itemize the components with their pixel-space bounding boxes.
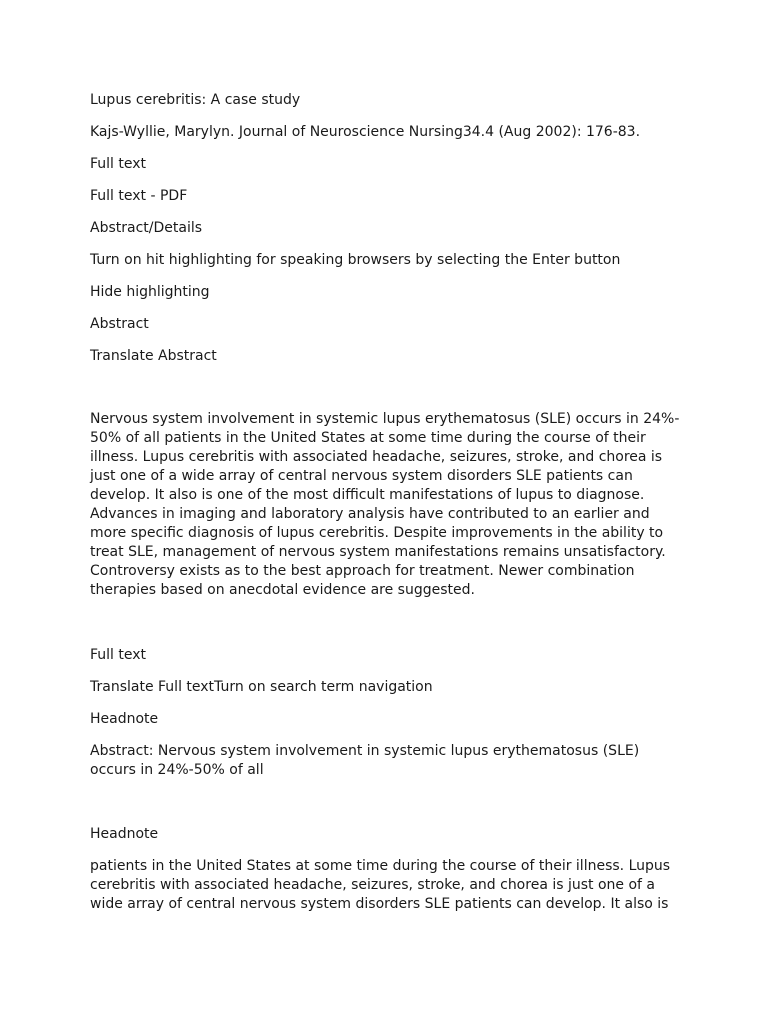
body-line: wide array of central nervous system disorders SLE patients can develop. It also is [90, 896, 669, 912]
body-line: patients in the United States at some time during the course of their illness. Lupus [90, 858, 671, 874]
citation: Kajs-Wyllie, Marylyn. Journal of Neuroscience Nursing34.4 (Aug 2002): 176-83. [90, 124, 641, 140]
abstract-text [90, 410, 680, 600]
abstract-line: illness. Lupus cerebritis with associated headache, seizures, stroke, and chorea is [90, 449, 663, 465]
headnote-heading: Headnote [90, 711, 159, 727]
headnote-abstract-line: Abstract: Nervous system involvement in systemic lupus erythematosus (SLE) [90, 743, 640, 759]
translate-full-text-link[interactable]: Translate Full textTurn on search term navigation [90, 679, 433, 695]
abstract-line: treat SLE, management of nervous system manifestations remains unsatisfactory. [90, 544, 666, 560]
headnote-heading-2: Headnote [90, 826, 159, 842]
article-title: Lupus cerebritis: A case study [90, 92, 301, 108]
hit-highlighting-toggle[interactable]: Turn on hit highlighting for speaking browsers by selecting the Enter button [90, 252, 621, 268]
full-text-pdf-link[interactable]: Full text - PDF [90, 188, 188, 204]
abstract-heading: Abstract [90, 316, 149, 332]
body-text [90, 857, 680, 914]
abstract-line: more specific diagnosis of lupus cerebritis. Despite improvements in the ability to [90, 525, 664, 541]
headnote-abstract [90, 742, 680, 780]
abstract-line: Controversy exists as to the best approach for treatment. Newer combination [90, 563, 635, 579]
abstract-line: just one of a wide array of central nervous system disorders SLE patients can [90, 468, 633, 484]
full-text-link[interactable]: Full text [90, 156, 147, 172]
abstract-line: Nervous system involvement in systemic lupus erythematosus (SLE) occurs in 24%- [90, 411, 680, 427]
abstract-line: 50% of all patients in the United States at some time during the course of their [90, 430, 646, 446]
full-text-heading: Full text [90, 647, 147, 663]
abstract-details-link[interactable]: Abstract/Details [90, 220, 203, 236]
abstract-line: develop. It also is one of the most difficult manifestations of lupus to diagnose. [90, 487, 645, 503]
hide-highlighting-link[interactable]: Hide highlighting [90, 284, 210, 300]
abstract-line: therapies based on anecdotal evidence are suggested. [90, 582, 475, 598]
translate-abstract-link[interactable]: Translate Abstract [90, 348, 217, 364]
abstract-line: Advances in imaging and laboratory analysis have contributed to an earlier and [90, 506, 650, 522]
body-line: cerebritis with associated headache, seizures, stroke, and chorea is just one of a [90, 877, 655, 893]
headnote-abstract-line: occurs in 24%-50% of all [90, 762, 264, 778]
